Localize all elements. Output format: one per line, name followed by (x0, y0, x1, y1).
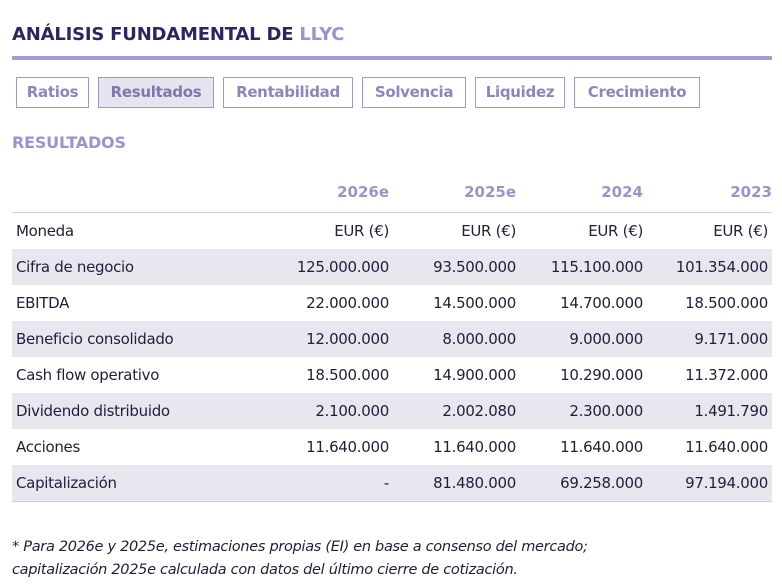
table-row (12, 465, 772, 502)
tab-crecimiento[interactable]: Crecimiento (574, 77, 700, 108)
column-header-label (12, 171, 262, 213)
cell-value: EUR (€) (713, 222, 768, 240)
tab-rentabilidad[interactable]: Rentabilidad (223, 77, 353, 108)
cell-value: 9.000.000 (516, 321, 643, 357)
cell-value: 97.194.000 (643, 465, 772, 502)
row-label: Capitalización (12, 465, 262, 502)
page-title-text: ANÁLISIS FUNDAMENTAL DE (12, 24, 294, 45)
cell-value: 2.300.000 (516, 393, 643, 429)
cell-value: 18.500.000 (306, 366, 389, 384)
section-heading: RESULTADOS (12, 133, 126, 152)
column-header-2024: 2024 (516, 171, 643, 213)
cell-value: EUR (€) (334, 222, 389, 240)
cell-value: 14.700.000 (560, 294, 643, 312)
row-label: Cash flow operativo (16, 366, 160, 384)
cell-value: 11.640.000 (685, 438, 768, 456)
footnote-line-2: capitalización 2025e calculada con datos del último cierre de cotización. (12, 562, 518, 578)
cell-value: 14.500.000 (433, 294, 516, 312)
row-label: EBITDA (16, 294, 70, 312)
title-divider (12, 56, 772, 60)
tab-resultados[interactable]: Resultados (98, 77, 214, 108)
cell-value: 9.171.000 (643, 321, 772, 357)
cell-value: 125.000.000 (262, 249, 389, 285)
cell-value: 81.480.000 (389, 465, 516, 502)
row-label: Dividendo distribuido (12, 393, 262, 429)
cell-value: 2.100.000 (262, 393, 389, 429)
row-label: Beneficio consolidado (12, 321, 262, 357)
table-row (12, 249, 772, 285)
table-row (12, 213, 772, 250)
table-row (12, 321, 772, 357)
cell-value: 11.640.000 (560, 438, 643, 456)
results-table (12, 171, 772, 502)
table-row (12, 357, 772, 393)
cell-value: 69.258.000 (516, 465, 643, 502)
cell-value: 11.640.000 (433, 438, 516, 456)
table-row (12, 393, 772, 429)
footnote (12, 536, 752, 582)
cell-value: EUR (€) (461, 222, 516, 240)
tab-liquidez[interactable]: Liquidez (475, 77, 565, 108)
column-header-2026e: 2026e (262, 171, 389, 213)
cell-value: - (262, 465, 389, 502)
cell-value: 14.900.000 (433, 366, 516, 384)
cell-value: 93.500.000 (389, 249, 516, 285)
page-title (12, 24, 344, 45)
cell-value: 18.500.000 (685, 294, 768, 312)
tab-ratios[interactable]: Ratios (16, 77, 89, 108)
tab-solvencia[interactable]: Solvencia (362, 77, 466, 108)
cell-value: 11.640.000 (306, 438, 389, 456)
column-header-2023: 2023 (643, 171, 772, 213)
cell-value: 10.290.000 (560, 366, 643, 384)
column-header-2025e: 2025e (389, 171, 516, 213)
cell-value: 12.000.000 (262, 321, 389, 357)
cell-value: 1.491.790 (643, 393, 772, 429)
cell-value: 8.000.000 (389, 321, 516, 357)
ticker-symbol: LLYC (299, 24, 345, 45)
table-row (12, 429, 772, 465)
footnote-line-1: * Para 2026e y 2025e, estimaciones propias (EI) en base a consenso del mercado; (12, 539, 588, 555)
cell-value: EUR (€) (588, 222, 643, 240)
cell-value: 101.354.000 (643, 249, 772, 285)
cell-value: 22.000.000 (306, 294, 389, 312)
row-label: Acciones (16, 438, 80, 456)
cell-value: 2.002.080 (389, 393, 516, 429)
cell-value: 115.100.000 (516, 249, 643, 285)
cell-value: 11.372.000 (685, 366, 768, 384)
row-label: Moneda (16, 222, 74, 240)
table-row (12, 285, 772, 321)
table-header-row (12, 171, 772, 213)
row-label: Cifra de negocio (12, 249, 262, 285)
